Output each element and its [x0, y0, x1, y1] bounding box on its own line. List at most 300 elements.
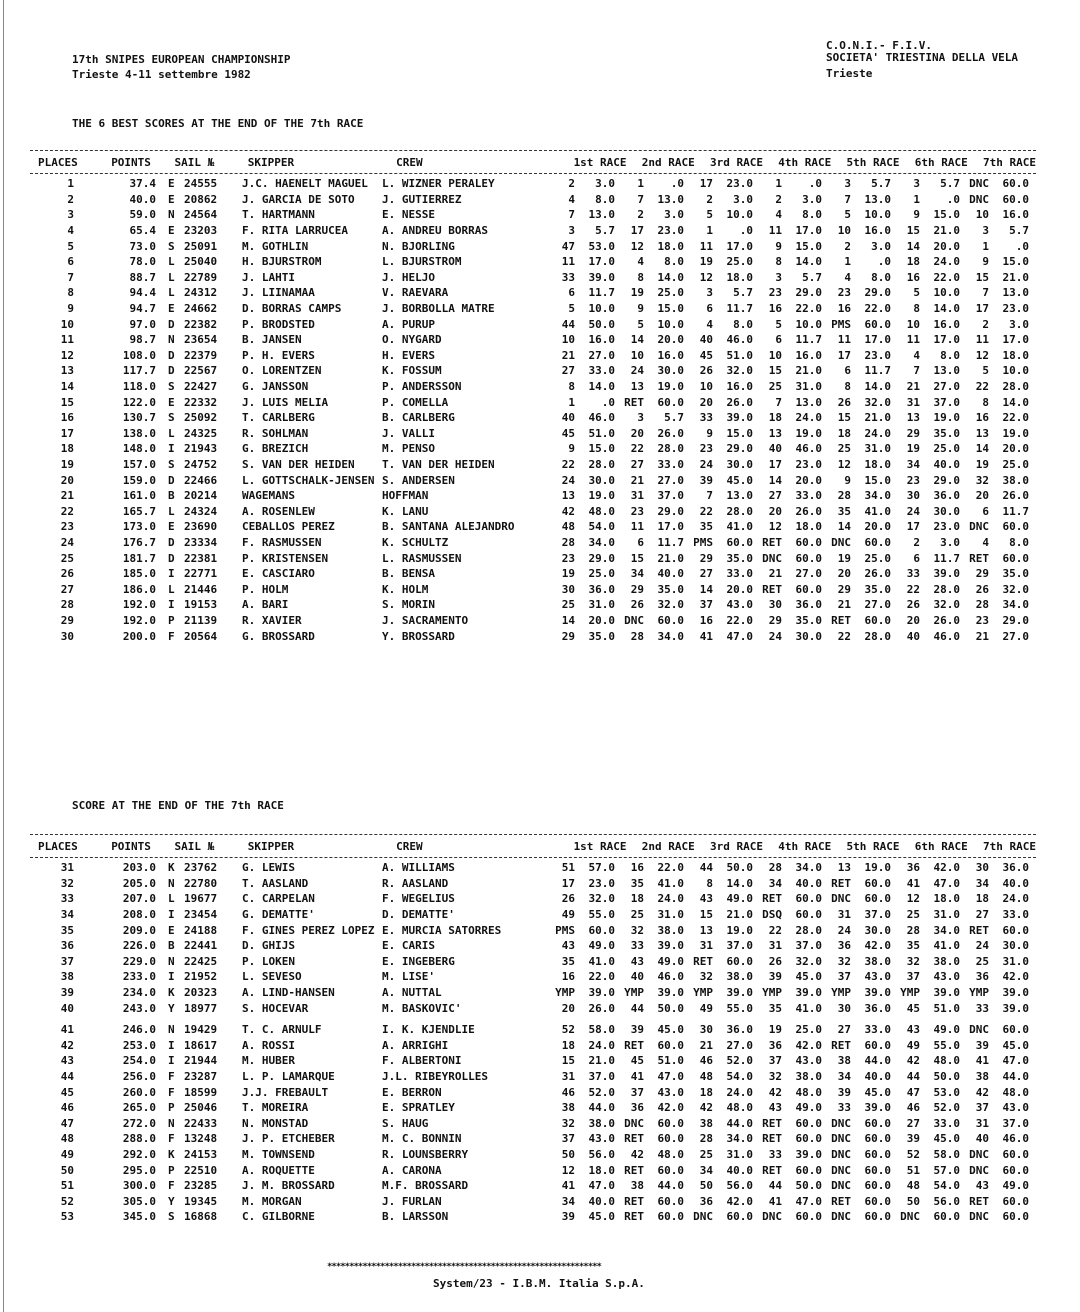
table-header: [30, 151, 1036, 173]
race-3-cell: [684, 208, 753, 221]
points-cell: 117.7: [122, 364, 156, 378]
race-position: 5: [844, 208, 851, 222]
race-4-cell: [753, 364, 822, 377]
nation-cell: L: [168, 504, 175, 518]
race-points: 60.0: [795, 892, 822, 906]
race-5-cell: [822, 520, 891, 533]
race-position: 42: [699, 1101, 713, 1115]
skipper-cell: M. MORGAN: [242, 1194, 302, 1208]
race-points: 16.0: [657, 348, 684, 362]
race-position: 29: [837, 582, 851, 596]
race-points: 49.0: [588, 939, 615, 953]
crew-cell: B. BENSA: [382, 567, 435, 581]
race-position: 25: [699, 1147, 713, 1161]
points-cell: 226.0: [122, 939, 156, 953]
race-points: 41.0: [864, 504, 891, 518]
race-4-cell: [753, 924, 822, 937]
race-3-cell: [684, 1210, 753, 1223]
race-points: 8.0: [940, 348, 960, 362]
col-race-7: 7th RACE: [982, 155, 1036, 169]
race-points: 48.0: [588, 504, 615, 518]
race-7-cell: [960, 349, 1029, 362]
place-cell: 45: [60, 1085, 74, 1099]
race-position: RET: [624, 1194, 644, 1208]
sail-number-cell: 22427: [184, 380, 218, 394]
place-cell: 11: [60, 333, 74, 347]
race-position: RET: [969, 1194, 989, 1208]
race-6-cell: [891, 442, 960, 455]
race-position: 24: [906, 504, 920, 518]
race-3-cell: [684, 1070, 753, 1083]
race-position: 21: [975, 629, 989, 643]
table-row: [30, 860, 1036, 876]
race-position: 10: [630, 348, 644, 362]
race-points: 30.0: [933, 504, 960, 518]
race-position: 20: [975, 489, 989, 503]
race-2-cell: [615, 1101, 684, 1114]
nation-cell: Y: [168, 1001, 175, 1015]
race-position: 41: [630, 1070, 644, 1084]
table-row: [30, 301, 1036, 317]
race-points: 20.0: [588, 613, 615, 627]
race-points: 19.0: [657, 380, 684, 394]
race-points: 14.0: [657, 270, 684, 284]
nation-cell: E: [168, 177, 175, 191]
race-position: 48: [699, 1070, 713, 1084]
results-table-top30: [30, 150, 1036, 644]
race-position: 49: [699, 1001, 713, 1015]
race-points: 8.0: [664, 255, 684, 269]
table-row: [30, 207, 1036, 223]
crew-cell: A. CARONA: [382, 1163, 442, 1177]
race-position: 30: [975, 861, 989, 875]
race-7-cell: [960, 224, 1029, 237]
race-position: 7: [706, 489, 713, 503]
race-points: 60.0: [657, 1038, 684, 1052]
race-2-cell: [615, 1054, 684, 1067]
race-position: 29: [768, 613, 782, 627]
race-7-cell: [960, 1148, 1029, 1161]
race-points: 14.0: [726, 876, 753, 890]
race-position: 23: [699, 442, 713, 456]
race-position: 35: [837, 504, 851, 518]
race-points: 60.0: [795, 551, 822, 565]
place-cell: 42: [60, 1038, 74, 1052]
race-points: 18.0: [726, 270, 753, 284]
skipper-cell: J. LUIS MELIA: [242, 395, 329, 409]
race-points: 13.0: [1002, 286, 1029, 300]
race-points: 60.0: [864, 1147, 891, 1161]
race-position: 14: [630, 333, 644, 347]
race-points: 37.0: [588, 1070, 615, 1084]
race-points: 11.7: [1002, 504, 1029, 518]
crew-cell: S. MORIN: [382, 598, 435, 612]
col-crew: CREW: [396, 155, 423, 169]
race-position: 3: [568, 224, 575, 238]
race-points: 10.0: [795, 317, 822, 331]
table-row: [30, 192, 1036, 208]
race-points: 46.0: [933, 629, 960, 643]
sail-number-cell: 24325: [184, 426, 218, 440]
race-2-cell: [615, 955, 684, 968]
place-cell: 26: [60, 567, 74, 581]
table-row: [30, 488, 1036, 504]
race-points: 16.0: [864, 224, 891, 238]
race-position: 17: [768, 457, 782, 471]
race-3-cell: [684, 1002, 753, 1015]
race-position: 44: [630, 1001, 644, 1015]
race-points: 60.0: [864, 1116, 891, 1130]
race-points: 45.0: [726, 473, 753, 487]
race-position: 25: [630, 908, 644, 922]
race-points: 45.0: [1002, 1038, 1029, 1052]
race-4-cell: [753, 1023, 822, 1036]
race-points: 27.0: [726, 1038, 753, 1052]
race-position: 12: [768, 520, 782, 534]
race-points: 37.0: [726, 939, 753, 953]
race-position: RET: [762, 892, 782, 906]
crew-cell: S. ANDERSEN: [382, 473, 455, 487]
place-cell: 13: [60, 364, 74, 378]
race-points: 26.0: [726, 395, 753, 409]
crew-cell: L. WIZNER PERALEY: [382, 177, 495, 191]
race-3-cell: [684, 630, 753, 643]
sail-number-cell: 19677: [184, 892, 218, 906]
race-position: 17: [906, 520, 920, 534]
race-7-cell: [960, 583, 1029, 596]
race-5-cell: [822, 427, 891, 440]
race-points: 60.0: [864, 613, 891, 627]
table-row: [30, 1193, 1036, 1209]
race-points: 60.0: [795, 1210, 822, 1224]
race-position: DNC: [969, 192, 989, 206]
race-points: 55.0: [588, 908, 615, 922]
race-4-cell: [753, 861, 822, 874]
place-cell: 34: [60, 908, 74, 922]
col-skipper: SKIPPER: [247, 839, 295, 853]
race-points: 51.0: [588, 426, 615, 440]
skipper-cell: J. LAHTI: [242, 270, 295, 284]
race-points: 28.0: [1002, 380, 1029, 394]
race-position: 13: [561, 489, 575, 503]
race-1-cell: [546, 427, 615, 440]
crew-cell: A. WILLIAMS: [382, 861, 455, 875]
race-position: 3: [637, 411, 644, 425]
nation-cell: B: [168, 489, 175, 503]
race-position: 25: [906, 908, 920, 922]
nation-cell: K: [168, 861, 175, 875]
race-points: 60.0: [726, 1210, 753, 1224]
race-position: 29: [561, 629, 575, 643]
race-points: 25.0: [933, 442, 960, 456]
skipper-cell: P. KRISTENSEN: [242, 551, 329, 565]
place-cell: 24: [60, 535, 74, 549]
points-cell: 233.0: [122, 970, 156, 984]
race-points: 38.0: [933, 954, 960, 968]
race-5-cell: [822, 255, 891, 268]
race-7-cell: [960, 318, 1029, 331]
race-3-cell: [684, 271, 753, 284]
crew-cell: B. CARLBERG: [382, 411, 455, 425]
race-points: 31.0: [795, 380, 822, 394]
race-points: 38.0: [1002, 473, 1029, 487]
race-points: 60.0: [1002, 192, 1029, 206]
race-points: 60.0: [864, 892, 891, 906]
race-3-cell: [684, 427, 753, 440]
race-position: 20: [630, 426, 644, 440]
race-6-cell: [891, 427, 960, 440]
race-position: 34: [768, 876, 782, 890]
race-5-cell: [822, 302, 891, 315]
race-5-cell: [822, 892, 891, 905]
race-position: 1: [913, 192, 920, 206]
race-6-cell: [891, 892, 960, 905]
skipper-cell: G. DEMATTE': [242, 908, 315, 922]
race-position: 22: [768, 923, 782, 937]
skipper-cell: S. HOCEVAR: [242, 1001, 309, 1015]
race-points: 45.0: [588, 1210, 615, 1224]
race-6-cell: [891, 1002, 960, 1015]
race-position: 15: [837, 411, 851, 425]
race-points: 46.0: [1002, 1132, 1029, 1146]
organizer-line-1: C.O.N.I.- F.I.V.: [826, 39, 932, 52]
crew-cell: J. HELJO: [382, 270, 435, 284]
race-points: 27.0: [864, 598, 891, 612]
race-3-cell: [684, 396, 753, 409]
race-position: 21: [768, 567, 782, 581]
race-position: 11: [561, 255, 575, 269]
race-2-cell: [615, 1117, 684, 1130]
table-body: [30, 858, 1036, 1225]
race-points: 3.0: [940, 535, 960, 549]
crew-cell: O. NYGARD: [382, 333, 442, 347]
race-3-cell: [684, 1101, 753, 1114]
race-1-cell: [546, 924, 615, 937]
nation-cell: F: [168, 1085, 175, 1099]
race-7-cell: [960, 240, 1029, 253]
race-points: 34.0: [864, 489, 891, 503]
race-7-cell: [960, 970, 1029, 983]
race-position: 21: [837, 598, 851, 612]
race-position: 35: [699, 520, 713, 534]
race-2-cell: [615, 583, 684, 596]
table-row: [30, 922, 1036, 938]
points-cell: 138.0: [122, 426, 156, 440]
race-position: 40: [561, 411, 575, 425]
race-position: 39: [837, 1085, 851, 1099]
race-position: 29: [975, 567, 989, 581]
race-1-cell: [546, 520, 615, 533]
sail-number-cell: 18977: [184, 1001, 218, 1015]
race-6-cell: [891, 986, 960, 999]
race-4-cell: [753, 333, 822, 346]
race-1-cell: [546, 583, 615, 596]
skipper-cell: M. TOWNSEND: [242, 1147, 315, 1161]
organizer-line-2: SOCIETA' TRIESTINA DELLA VELA: [826, 51, 1019, 64]
race-2-cell: [615, 861, 684, 874]
race-points: 18.0: [657, 239, 684, 253]
place-cell: 35: [60, 923, 74, 937]
col-points: POINTS: [111, 839, 151, 853]
race-position: 12: [975, 348, 989, 362]
race-5-cell: [822, 1086, 891, 1099]
race-points: 38.0: [864, 954, 891, 968]
race-points: 60.0: [795, 908, 822, 922]
table-row: [30, 472, 1036, 488]
race-points: 54.0: [933, 1179, 960, 1193]
crew-cell: M.F. BROSSARD: [382, 1179, 469, 1193]
race-4-cell: [753, 396, 822, 409]
nation-cell: F: [168, 1132, 175, 1146]
race-points: 48.0: [795, 1085, 822, 1099]
race-3-cell: [684, 286, 753, 299]
race-points: 60.0: [1002, 551, 1029, 565]
race-points: 10.0: [864, 208, 891, 222]
skipper-cell: P. LOKEN: [242, 954, 295, 968]
table-row: [30, 597, 1036, 613]
race-position: 6: [844, 364, 851, 378]
race-7-cell: [960, 333, 1029, 346]
race-position: 13: [837, 861, 851, 875]
race-position: 26: [768, 954, 782, 968]
race-position: 17: [699, 177, 713, 191]
race-5-cell: [822, 380, 891, 393]
race-points: 39.0: [933, 567, 960, 581]
race-position: 25: [837, 442, 851, 456]
place-cell: 38: [60, 970, 74, 984]
place-cell: 10: [60, 317, 74, 331]
race-7-cell: [960, 489, 1029, 502]
race-points: 45.0: [657, 1023, 684, 1037]
race-position: 28: [768, 861, 782, 875]
race-4-cell: [753, 318, 822, 331]
race-points: 5.7: [1009, 224, 1029, 238]
event-header: [72, 52, 291, 82]
race-points: 37.0: [1002, 1116, 1029, 1130]
race-5-cell: [822, 1195, 891, 1208]
race-points: 54.0: [588, 520, 615, 534]
race-position: RET: [693, 954, 713, 968]
race-points: 19.0: [933, 411, 960, 425]
sail-number-cell: 24312: [184, 286, 218, 300]
race-points: 46.0: [657, 970, 684, 984]
race-points: 8.0: [1009, 535, 1029, 549]
crew-cell: J. SACRAMENTO: [382, 613, 469, 627]
race-4-cell: [753, 1132, 822, 1145]
nation-cell: I: [168, 970, 175, 984]
race-2-cell: [615, 536, 684, 549]
race-position: 9: [982, 255, 989, 269]
race-position: 30: [837, 1001, 851, 1015]
race-1-cell: [546, 255, 615, 268]
race-6-cell: [891, 505, 960, 518]
race-points: 41.0: [795, 1001, 822, 1015]
race-7-cell: [960, 1132, 1029, 1145]
place-cell: 43: [60, 1054, 74, 1068]
skipper-cell: O. LORENTZEN: [242, 364, 322, 378]
race-position: 29: [630, 582, 644, 596]
race-points: 11.7: [588, 286, 615, 300]
race-position: 44: [906, 1070, 920, 1084]
col-skipper: SKIPPER: [247, 155, 295, 169]
col-race-3: 3rd RACE: [710, 839, 764, 853]
race-position: RET: [969, 551, 989, 565]
race-4-cell: [753, 892, 822, 905]
race-position: 38: [699, 1116, 713, 1130]
race-points: 43.0: [657, 1085, 684, 1099]
race-points: 17.0: [864, 333, 891, 347]
race-7-cell: [960, 536, 1029, 549]
crew-cell: M. BASKOVIC': [382, 1001, 462, 1015]
table-row: [30, 1131, 1036, 1147]
race-points: 26.0: [588, 1001, 615, 1015]
race-points: 27.0: [933, 380, 960, 394]
race-position: DNC: [831, 1163, 851, 1177]
race-position: 8: [637, 270, 644, 284]
race-position: 26: [561, 892, 575, 906]
race-points: 39.0: [657, 986, 684, 1000]
table-row: [30, 550, 1036, 566]
table-row: [30, 581, 1036, 597]
race-1-cell: [546, 224, 615, 237]
race-5-cell: [822, 861, 891, 874]
crew-cell: F. WEGELIUS: [382, 892, 455, 906]
race-position: 26: [630, 598, 644, 612]
race-position: RET: [624, 1132, 644, 1146]
race-points: 60.0: [657, 395, 684, 409]
race-5-cell: [822, 630, 891, 643]
race-4-cell: [753, 474, 822, 487]
skipper-cell: D. BORRAS CAMPS: [242, 302, 342, 316]
race-points: 10.0: [588, 302, 615, 316]
col-race-2: 2nd RACE: [641, 839, 695, 853]
skipper-cell: J. P. ETCHEBER: [242, 1132, 335, 1146]
nation-cell: N: [168, 1023, 175, 1037]
crew-cell: J. GUTIERREZ: [382, 192, 462, 206]
place-cell: 21: [60, 489, 74, 503]
race-6-cell: [891, 520, 960, 533]
race-5-cell: [822, 908, 891, 921]
race-points: 34.0: [726, 1132, 753, 1146]
points-cell: 207.0: [122, 892, 156, 906]
race-points: 5.7: [664, 411, 684, 425]
race-6-cell: [891, 302, 960, 315]
race-position: 1: [982, 239, 989, 253]
race-points: 29.0: [726, 442, 753, 456]
race-3-cell: [684, 333, 753, 346]
race-points: 13.0: [795, 395, 822, 409]
race-points: 38.0: [588, 1116, 615, 1130]
race-6-cell: [891, 474, 960, 487]
place-cell: 32: [60, 876, 74, 890]
table-row: [30, 1116, 1036, 1132]
race-position: 15: [975, 270, 989, 284]
race-position: 6: [637, 535, 644, 549]
race-position: 9: [568, 442, 575, 456]
race-points: 56.0: [588, 1147, 615, 1161]
race-4-cell: [753, 427, 822, 440]
race-1-cell: [546, 970, 615, 983]
race-points: 35.0: [864, 582, 891, 596]
points-cell: 203.0: [122, 861, 156, 875]
race-position: 3: [706, 286, 713, 300]
table-row: [30, 1053, 1036, 1069]
skipper-cell: M. GOTHLIN: [242, 239, 309, 253]
nation-cell: K: [168, 986, 175, 1000]
race-points: 8.0: [595, 192, 615, 206]
crew-cell: M. PENSO: [382, 442, 435, 456]
points-cell: 130.7: [122, 411, 156, 425]
